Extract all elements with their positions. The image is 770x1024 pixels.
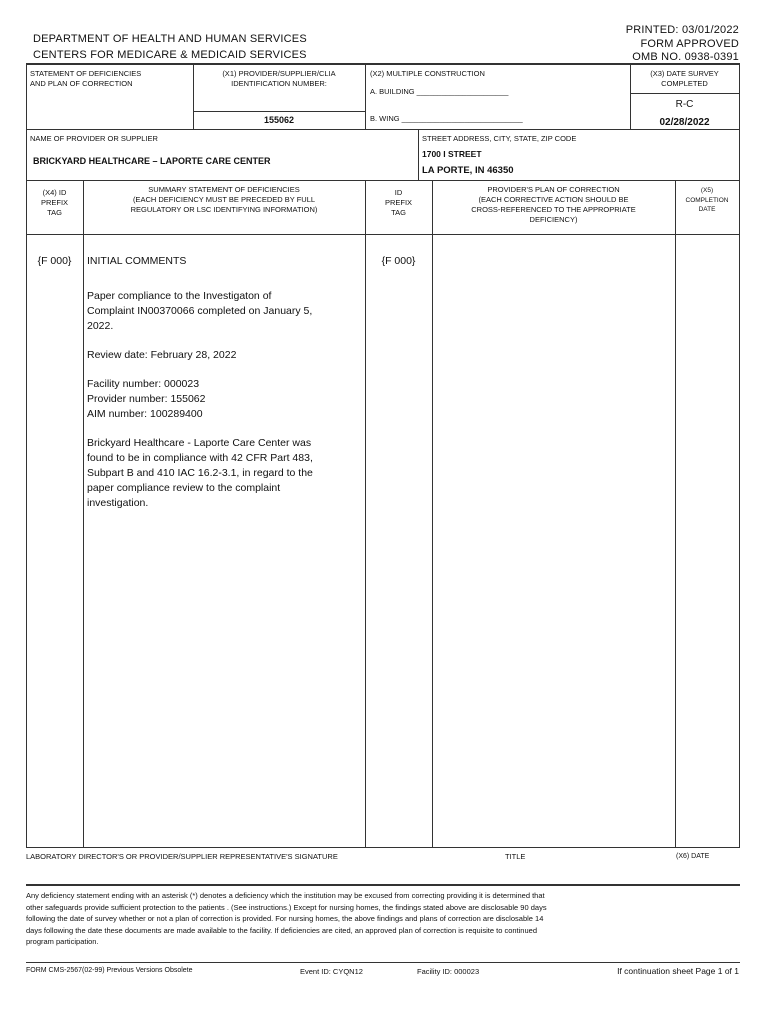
paragraph-review-date: Review date: February 28, 2022 [87,349,237,361]
agency-line-2: CENTERS FOR MEDICARE & MEDICAID SERVICES [33,49,307,61]
right-prefix-tag: {F 000} [381,255,416,267]
initial-comments-heading: INITIAL COMMENTS [87,255,187,267]
statement-label: STATEMENT OF DEFICIENCIES AND PLAN OF CORRECTION [30,69,142,88]
continuation-page: If continuation sheet Page 1 of 1 [617,966,739,976]
street-address: 1700 I STREET [422,149,482,159]
x1-label: (X1) PROVIDER/SUPPLIER/CLIA IDENTIFICATION NUMBER: [222,69,336,88]
comments-body [87,289,363,525]
form-approved: FORM APPROVED [640,38,739,50]
agency-line-1: DEPARTMENT OF HEALTH AND HUMAN SERVICES [33,33,307,45]
summary-header: SUMMARY STATEMENT OF DEFICIENCIES (EACH DEFICIENCY MUST BE PRECEDED BY FULL REGULATORY OR LSC IDENTIFYING INFORMATION) [130,185,318,214]
paragraph-finding: Brickyard Healthcare - Laporte Care Center was found to be in compliance with 42 CFR Part 483, Subpart B and 410 IAC 16.2-3.1, in regard to the paper compliance review to the complaint investigation. [87,437,313,509]
x5-header: (X5) COMPLETION DATE [685,187,729,213]
id-prefix-header: ID PREFIX TAG [384,188,413,217]
form-number: FORM CMS-2567(02-99) Previous Versions Obsolete [26,967,193,974]
city-state-zip: LA PORTE, IN 46350 [422,165,514,176]
title-label: TITLE [505,852,526,861]
x6-date-label: (X6) DATE [676,853,710,860]
left-prefix-tag: {F 000} [37,255,72,267]
plan-header: PROVIDER'S PLAN OF CORRECTION (EACH CORRECTIVE ACTION SHOULD BE CROSS-REFERENCED TO THE APPROPRIATE DEFICIENCY) [471,185,636,224]
paragraph-compliance: Paper compliance to the Investigaton of Complaint IN00370066 completed on January 5, 2022. [87,290,313,332]
event-id: Event ID: CYQN12 [300,967,363,976]
x4-header: (X4) ID PREFIX TAG [40,188,69,217]
survey-code: R-C [675,99,694,110]
x2-label: (X2) MULTIPLE CONSTRUCTION [370,69,485,78]
survey-date: 02/28/2022 [659,117,710,128]
wing-field: B. WING _____________________________ [370,114,523,123]
building-field: A. BUILDING ______________________ [370,87,509,96]
printed-date: PRINTED: 03/01/2022 [625,24,739,36]
provider-name: BRICKYARD HEALTHCARE – LAPORTE CARE CENTER [33,156,271,166]
paragraph-numbers: Facility number: 000023 Provider number: 155062 AIM number: 100289400 [87,378,206,420]
provider-id-number: 155062 [263,115,295,125]
facility-id: Facility ID: 000023 [417,967,480,976]
disclaimer: Any deficiency statement ending with an asterisk (*) denotes a deficiency which the institution may be excused from correcting providing it is determined that other safeguards provide sufficient protection to the patients . (See instructions.) Except for nursing homes, the findings stated above are disclosable 90 days following the date of survey whether or not a plan of correction is provided. For nursing homes, the above findings and plans of correction are disclosable 14 days following the date these documents are made available to the facility. If deficiencies are cited, an approved plan of correction is requisite to continued program participation. [26,891,547,946]
signature-label: LABORATORY DIRECTOR'S OR PROVIDER/SUPPLIER REPRESENTATIVE'S SIGNATURE [26,852,338,861]
x3-label: (X3) DATE SURVEY COMPLETED [650,69,719,88]
address-label: STREET ADDRESS, CITY, STATE, ZIP CODE [422,134,577,143]
omb-number: OMB NO. 0938-0391 [632,51,739,63]
provider-label: NAME OF PROVIDER OR SUPPLIER [30,134,158,143]
